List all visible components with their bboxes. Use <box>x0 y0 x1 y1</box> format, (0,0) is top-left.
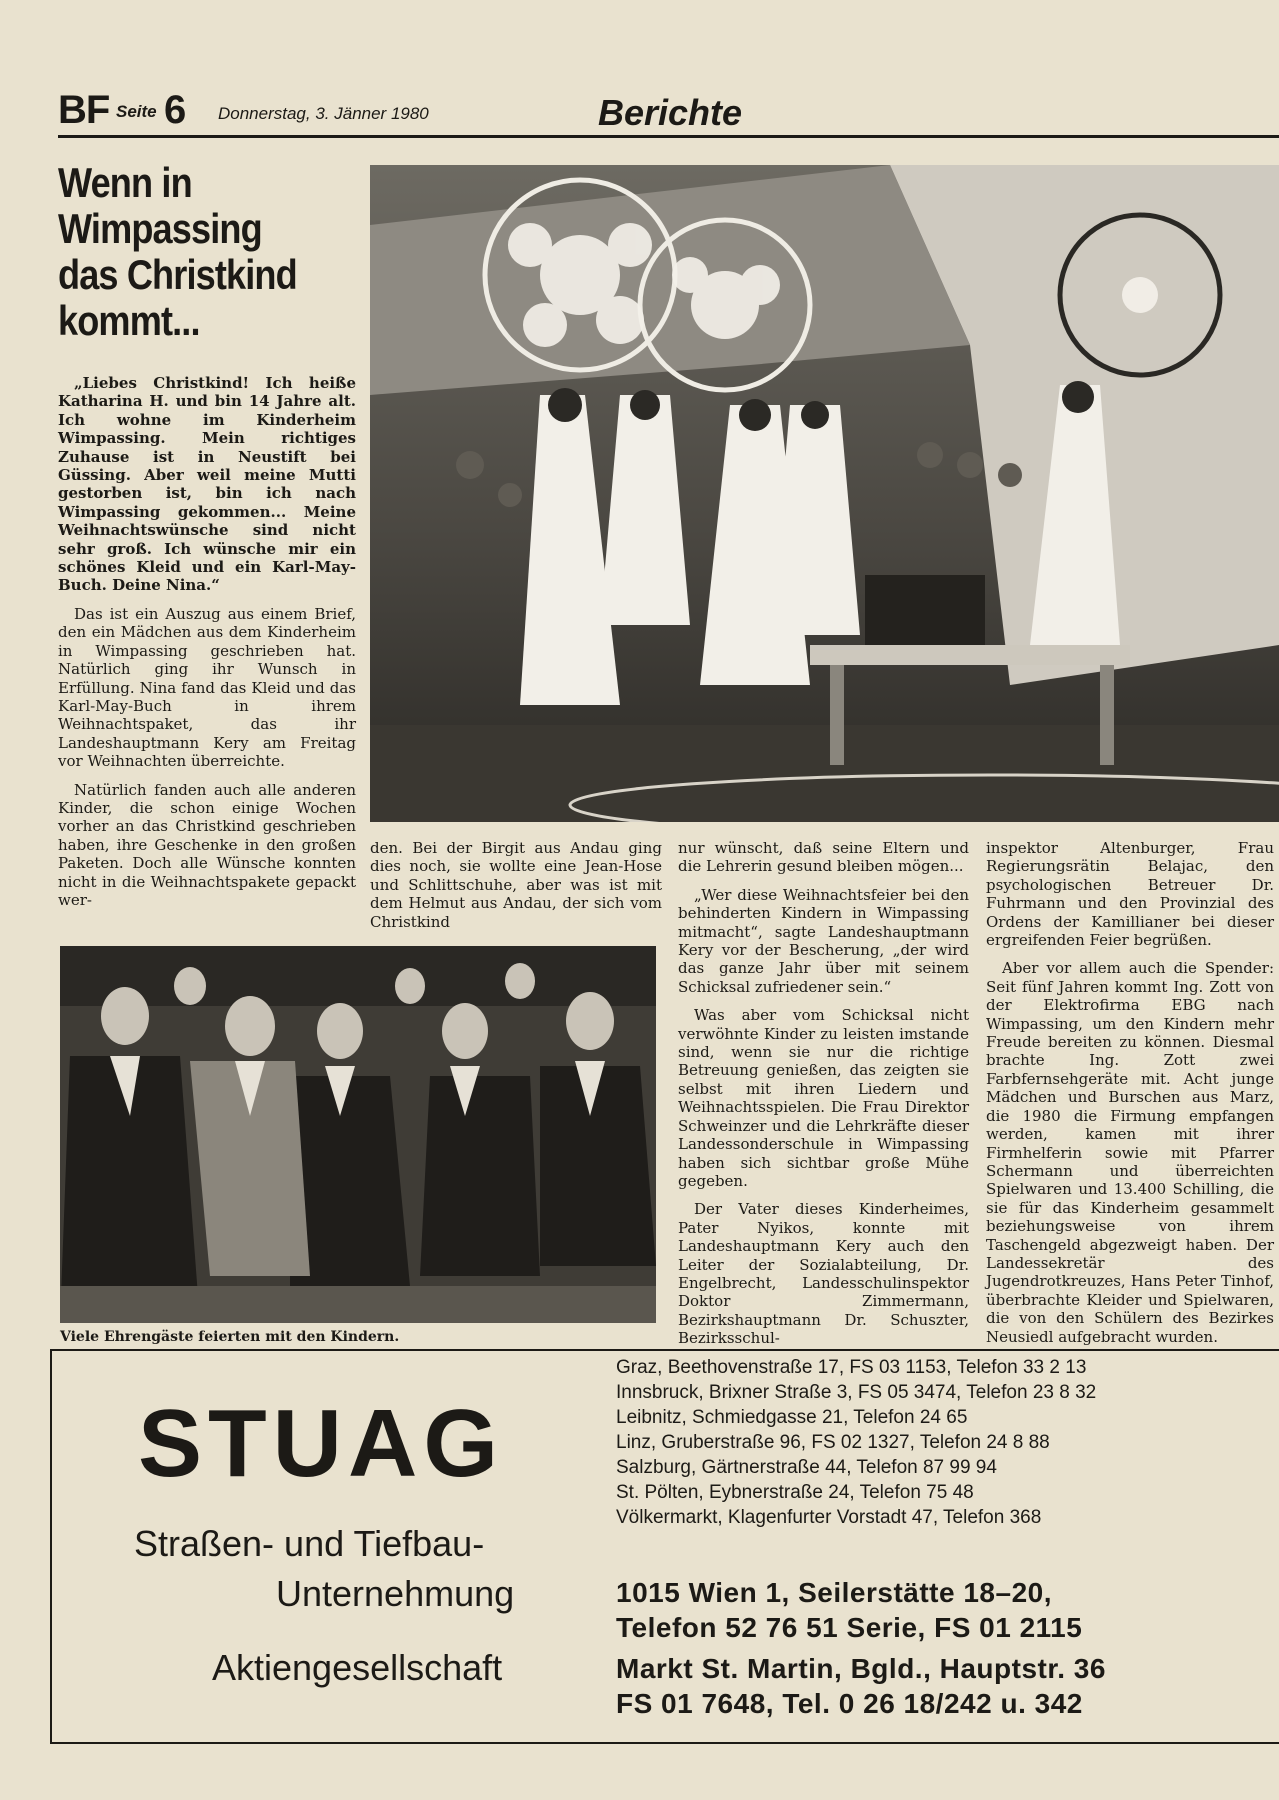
article-paragraph: „Wer diese Weihnachtsfeier bei den behinderten Kindern in Wimpassing mitmacht“, sagte Landeshauptmann Kery vor der Bescherung, „der wird das ganze Jahr über mit seinem Schicksal zufriedener sein.“ <box>678 885 969 996</box>
ad-office <box>616 1651 1106 1721</box>
article-paragraph: Natürlich fanden auch alle anderen Kinder, die schon einige Wochen vorher an das Christkind geschrieben haben, ihre Geschenke in den großen Paketen. Doch alle Wünsche konnten nicht in die Weihnachtspakete gepackt wer- <box>58 780 356 909</box>
ad-subtitle-line-1: Straßen- und Tiefbau- <box>134 1523 485 1564</box>
ad-office-address: Markt St. Martin, Bgld., Hauptstr. 36 <box>616 1653 1106 1684</box>
stuag-advertisement <box>50 1349 1279 1744</box>
ad-branch-innsbruck: Innsbruck, Brixner Straße 3, FS 05 3474, Telefon 23 8 32 <box>616 1382 1097 1403</box>
ad-headquarters <box>616 1575 1082 1645</box>
article-column-1 <box>58 374 356 909</box>
article-headline: Wenn in Wimpassing das Christkind kommt... <box>58 159 297 344</box>
page-label: Seite <box>116 102 157 121</box>
ad-headquarters-phone: Telefon 52 76 51 Serie, FS 01 2115 <box>616 1612 1083 1643</box>
ad-brand: STUAG <box>138 1390 504 1497</box>
newspaper-logo: BF <box>58 88 110 132</box>
ad-branch-voelkermarkt: Völkermarkt, Klagenfurter Vorstadt 47, Telefon 368 <box>616 1507 1042 1528</box>
ad-branch-st-poelten: St. Pölten, Eybnerstraße 24, Telefon 75 48 <box>616 1482 974 1503</box>
ad-headquarters-address: 1015 Wien 1, Seilerstätte 18–20, <box>616 1577 1052 1608</box>
issue-date: Donnerstag, 3. Jänner 1980 <box>218 104 429 123</box>
article-column-2 <box>370 839 662 931</box>
article-paragraph: Aber vor allem auch die Spender: Seit fünf Jahren kommt Ing. Zott von der Elektrofirma EBG nach Wimpassing, um den Kindern mehr Freude bereiten zu können. Diesmal brachte Ing. Zott zwei Farbfernsehgeräte mit. Acht junge Mädchen und Burschen aus Marz, die 1980 die Firmung empfangen werden, kamen mit ihrer Firmhelferin sowie mit Pfarrer Schermann und überreichten Spielwaren und 13.400 Schilling, die sie für das Kinderheim gesammelt beziehungsweise von ihrem Taschengeld abgezweigt haben. Der Landessekretär des Jugendrotkreuzes, Hans Peter Tinhof, überbrachte Kleider und Spielwaren, die von den Schülern des Bezirkes Neusiedl aufgebracht wurden. <box>986 959 1274 1346</box>
ad-branch-leibnitz: Leibnitz, Schmiedgasse 21, Telefon 24 65 <box>616 1407 968 1428</box>
article-paragraph: Das ist ein Auszug aus einem Brief, den ein Mädchen aus dem Kinderheim in Wimpassing geschrieben hat. Natürlich ging ihr Wunsch in Erfüllung. Nina fand das Kleid und das Karl-May-Buch in ihrem Weihnachtspaket, das ihr Landeshauptmann Kery am Freitag vor Weihnachten überreichte. <box>58 604 356 771</box>
ad-branch-list <box>616 1355 1096 1530</box>
article-paragraph: Was aber vom Schicksal nicht verwöhnte Kinder zu leisten imstande sind, wenn sie nur die richtige Betreuung genießen, das zeigten sie selbst mit ihren Liedern und Weihnachtsspielen. Die Frau Direktor Schweinzer und die Lehrkräfte dieser Landessonderschule in Wimpassing haben sich sichtbar große Mühe gegeben. <box>678 1006 969 1190</box>
ad-subtitle-line-3: Aktiengesellschaft <box>212 1647 503 1688</box>
page-header <box>58 88 1279 133</box>
section-title: Berichte <box>598 92 743 133</box>
article-paragraph: nur wünscht, daß seine Eltern und die Lehrerin gesund bleiben mögen... <box>678 839 969 876</box>
article-paragraph: den. Bei der Birgit aus Andau ging dies noch, sie wollte eine Jean-Hose und Schlittschuhe, aber was ist mit dem Helmut aus Andau, der sich vom Christkind <box>370 839 662 931</box>
photo-christmas-play <box>370 165 1279 822</box>
ad-subtitle-line-2: Unternehmung <box>276 1573 515 1614</box>
letter-quote: „Liebes Christkind! Ich heiße Katharina H. und bin 14 Jahre alt. Ich wohne im Kinderheim Wimpassing. Mein richtiges Zuhause ist in Neustift bei Güssing. Aber weil meine Mutti gestorben ist, bin ich nach Wimpassing gekommen... Meine Weihnachtswünsche sind nicht sehr groß. Ich wünsche mir ein schönes Kleid und ein Karl-May-Buch. Deine Nina.“ <box>58 374 356 595</box>
article-paragraph: inspektor Altenburger, Frau Regierungsrätin Belajac, den psychologischen Betreuer Dr. Fuhrmann und den Provinzial des Ordens der Kamillianer bei dieser ergreifenden Feier begrüßen. <box>986 839 1274 950</box>
article-paragraph: Der Vater dieses Kinderheimes, Pater Nyikos, konnte mit Landeshauptmann Kery auch den Leiter der Sozialabteilung, Dr. Engelbrecht, Landesschulinspektor Doktor Zimmermann, Bezirkshauptmann Dr. Schuszter, Bezirksschul- <box>678 1200 969 1348</box>
ad-branch-salzburg: Salzburg, Gärtnerstraße 44, Telefon 87 99 94 <box>616 1457 997 1478</box>
article-column-3 <box>678 839 969 1348</box>
photo-caption: Viele Ehrengäste feierten mit den Kindern. <box>60 1329 400 1345</box>
article-column-4 <box>986 839 1274 1346</box>
ad-office-phone: FS 01 7648, Tel. 0 26 18/242 u. 342 <box>616 1688 1083 1719</box>
header-rule <box>58 135 1279 138</box>
ad-branch-graz: Graz, Beethovenstraße 17, FS 03 1153, Telefon 33 2 13 <box>616 1357 1087 1378</box>
page-number: 6 <box>164 88 187 132</box>
ad-branch-linz: Linz, Gruberstraße 96, FS 02 1327, Telefon 24 8 88 <box>616 1432 1050 1453</box>
photo-guests <box>60 946 656 1323</box>
